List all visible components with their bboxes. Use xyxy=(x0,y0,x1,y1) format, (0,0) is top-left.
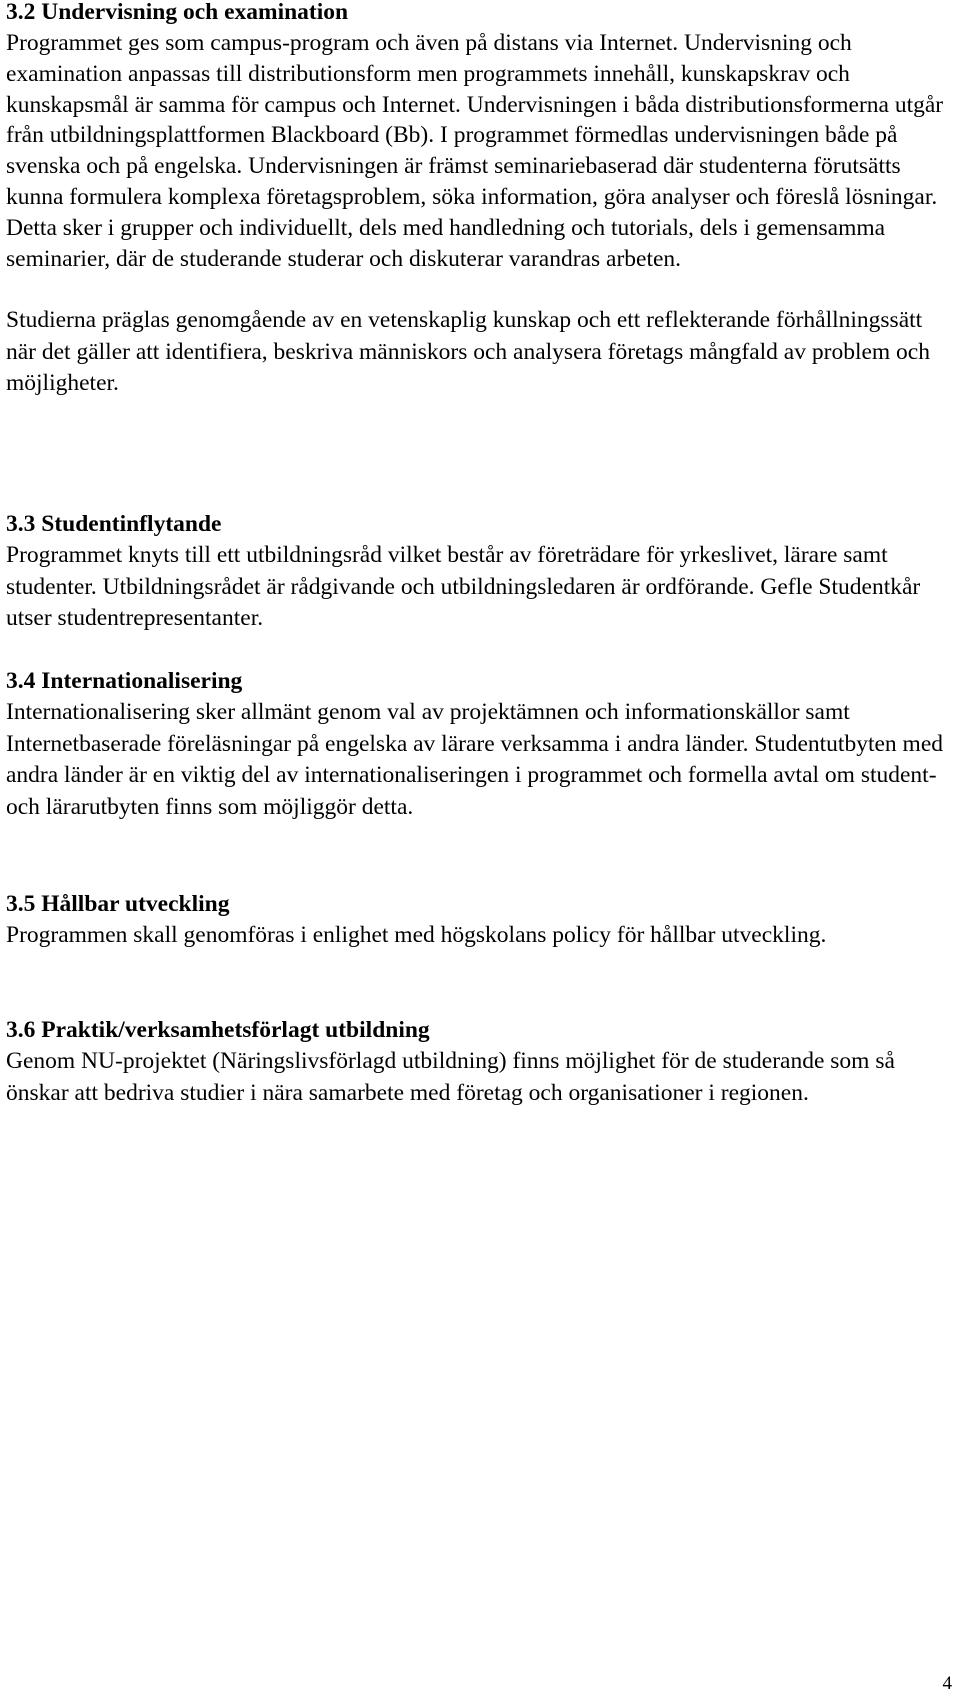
section-paragraph: Internationalisering sker allmänt genom val av projektämnen och informationskällor samt Internetbaserade föreläsningar på engelska av lärare verksamma i andra länder. Studentutbyten med andra länder är en viktig del av internationaliseringen i programmet och formella avtal om student- och lärarutbyten finns som möjliggör detta. xyxy=(6,699,943,820)
section-3-6 xyxy=(6,1015,954,1109)
section-heading: 3.5 Hållbar utveckling xyxy=(6,891,230,917)
section-heading: 3.4 Internationalisering xyxy=(6,668,243,694)
section-3-5 xyxy=(6,889,954,952)
section-paragraph: Studierna präglas genomgående av en vetenskaplig kunskap och ett reflekterande förhållningssätt när det gäller att identifiera, beskriva människors och analysera företags mångfald av problem och möjligheter. xyxy=(6,307,930,396)
section-3-4 xyxy=(6,666,954,823)
section-paragraph: Genom NU-projektet (Näringslivsförlagd utbildning) finns möjlighet för de studerande som så önskar att bedriva studier i nära samarbete med företag och organisationer i regionen. xyxy=(6,1048,895,1106)
section-paragraph: Programmet ges som campus-program och även på distans via Internet. Undervisning och examination anpassas till distributionsform men programmets innehåll, kunskapskrav och kunskapsmål är samma för campus och Internet. Undervisningen i båda distributionsformerna utgår från utbildningsplattformen Blackboard (Bb). I programmet förmedlas undervisningen både på svenska och på engelska. Undervisningen är främst seminariebaserad där studenterna förutsätts kunna formulera komplexa företagsproblem, söka information, göra analyser och föreslå lösningar. Detta sker i grupper och individuellt, dels med handledning och tutorials, dels i gemensamma seminarier, där de studerande studerar och diskuterar varandras arbeten. xyxy=(6,30,944,272)
page-number: 4 xyxy=(942,1673,952,1694)
section-heading: 3.3 Studentinflytande xyxy=(6,511,222,537)
section-heading: 3.2 Undervisning och examination xyxy=(6,0,349,25)
section-3-2 xyxy=(6,0,954,399)
section-paragraph: Programmen skall genomföras i enlighet med högskolans policy för hållbar utveckling. xyxy=(6,922,827,948)
section-paragraph: Programmet knyts till ett utbildningsråd vilket består av företrädare för yrkeslivet, lärare samt studenter. Utbildningsrådet är rådgivande och utbildningsledaren är ordförande. Gefle Studentkår utser studentrepresentanter. xyxy=(6,542,921,631)
section-3-3 xyxy=(6,509,954,635)
section-heading: 3.6 Praktik/verksamhetsförlagt utbildning xyxy=(6,1017,430,1043)
